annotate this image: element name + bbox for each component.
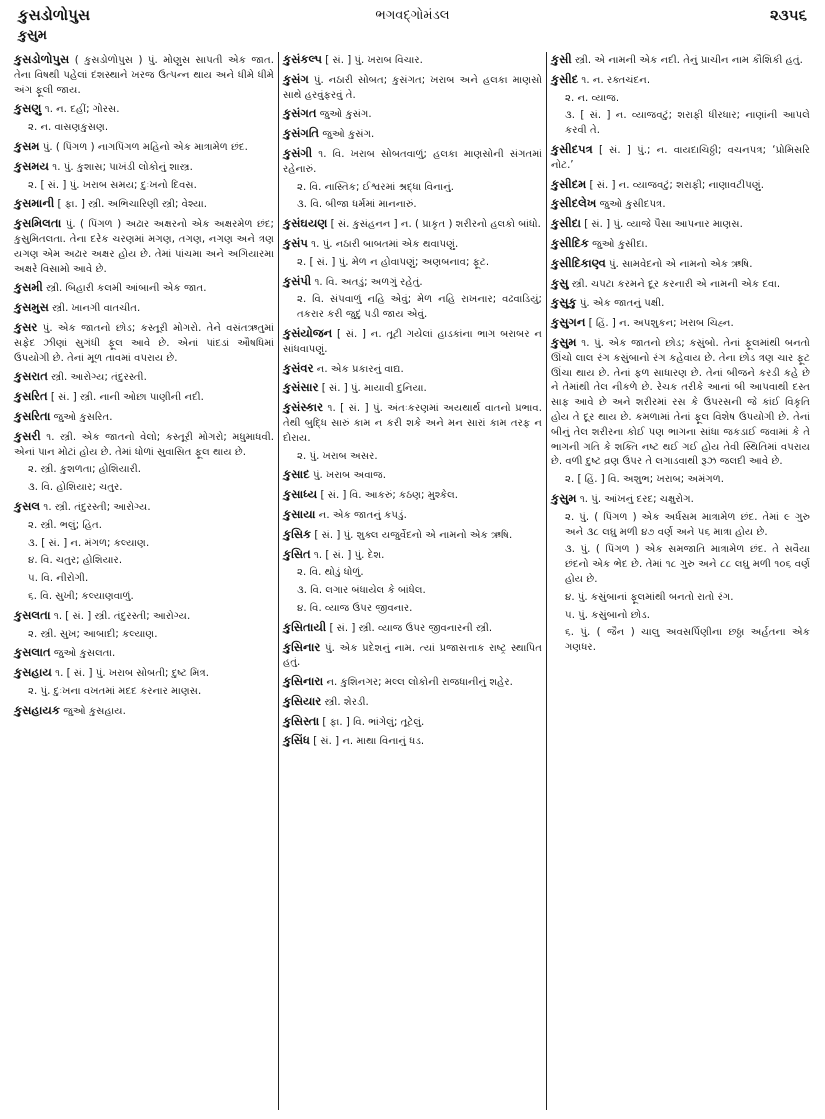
headword: કુસુમ: [551, 490, 577, 505]
definition: ૧. [ સં. ] પું. અંતઃકરણમાં અયથાર્થ વાતનો પ્રભાવ. તેથી બુદ્ધિ સારું કામ ન કરી શકે અને મન સારાં કામ તરફ ન દોરાય.: [283, 403, 542, 444]
dictionary-entry: [14, 300, 274, 317]
headword: કુસિંધ: [283, 733, 310, 748]
definition: [ સં. ] ન. માથા વિનાનું ધડ.: [313, 736, 425, 748]
dictionary-entry: [14, 429, 274, 461]
dictionary-entry: [14, 369, 274, 386]
definition: ન. એક પ્રકારનું વાદ્ય.: [316, 363, 404, 375]
definition: ૧. પું. એક જાતનો છોડ; કસુંબો. તેનાં ફૂલમાંથી બનતો ઊંચો લાલ રંગ કસુંબાનો રંગ કહેવાય છે. તેના છોડ ત્રણ ચાર ફૂટ ઊંચા થાય છે. તેનાં ફળ સાધારણ છે. તેનાં બીજને કરડી કહે છે ને તેમાંથી તેલ નીકળે છે. રેચક તરીકે આનાં બી આપવાથી દસ્ત સાફ આવે છે અને શરીરમાં રસ કે ઉપરસની જે કાંઈ વિકૃતિ હોય તે દૂર થાય છે. કમળામાં તેનાં ફૂલ વિશેષ ઉપયોગી છે. તેનાં બીનું તેલ શરીરના કોઈ પણ ભાગના સાંધા જકડાઈ જવામાં કે તે ભાગની ગતિ કે શક્તિ નષ્ટ થઈ ગઈ હોય તેવી સ્થિતિમાં વપરાય છે. વળી દુષ્ટ વ્રણ ઉપર તે લગાડવાથી રૂઝ જલદી આવે છે.: [551, 337, 810, 468]
dictionary-entry: [551, 491, 810, 508]
entry-sense: [14, 590, 274, 605]
definition: [ સં. ] પું.; ન. વાયદાચિઠ્ઠી; વચનપત્ર; ‘પ્રોમિસરિ નોટ.’: [551, 144, 810, 171]
headword: કુસિનારા: [283, 674, 324, 689]
headword: કુસલાત: [14, 645, 51, 660]
headword: કુસીદલેખ: [551, 196, 597, 211]
definition: પું. એક જાતનો છોડ; કસ્તૂરી મોગરો. તેને વસંતઋતુમાં સફેદ ઝીણાં સુગંધી ફૂલ આવે છે. એનાં પાંદડાં ઔષધિમાં ઉપયોગી છે. તેનાં મૂળ તાવમાં વપરાય છે.: [14, 322, 274, 364]
dictionary-entry: [551, 72, 810, 89]
definition: [ સં. ] ન. વ્યાજવટું; શરાફી; નાણાવટીપણું.: [589, 179, 764, 191]
headword: કુસહાય: [14, 665, 52, 680]
definition: ૧. પું. નઠારી બાબતમાં એક થવાપણું.: [311, 238, 459, 250]
sense-text: ૨. સ્ત્રી. સુખ; આબાદી; કલ્યાણ.: [28, 628, 158, 640]
definition: સ્ત્રી. ચપટા કરમને દૂર કરનારી એ નામની એક દવા.: [571, 278, 781, 290]
headword: કુસરિતા: [14, 408, 51, 423]
definition: ૧. ન. રક્તચંદન.: [581, 74, 651, 86]
entry-sense: [551, 511, 810, 541]
dictionary-entry: [283, 361, 542, 378]
dictionary-entry: [14, 703, 274, 720]
dictionary-entry: [551, 256, 810, 273]
definition: પું. સામવેદનો એ નામનો એક ઋષિ.: [609, 258, 753, 270]
headword: કુસંગત: [283, 106, 317, 121]
sense-text: ૫. વિ. નીરોગી.: [28, 573, 89, 585]
headword: કુસમય: [14, 158, 49, 173]
dictionary-entry: [14, 608, 274, 625]
sense-text: ૪. વિ. વ્યાજ ઉપર જીવનાર.: [297, 602, 413, 614]
entry-sense: [551, 92, 810, 107]
headword: કુસરિત: [14, 389, 48, 404]
headword: કુસંગ: [283, 71, 309, 86]
page-header: [18, 6, 807, 43]
headword: કુસલ: [14, 498, 41, 513]
definition: [ સં. ] વિ. આકરું; કઠણ; મુશ્કેલ.: [320, 490, 459, 502]
dictionary-entry: [14, 52, 274, 98]
definition: જુઓ કુસીદપત્ર.: [599, 199, 666, 211]
dictionary-entry: [283, 733, 542, 750]
sense-text: ૩. પું. ( પિંગળ ) એક સમજાતિ માત્રામેળ છંદ. તે સવૈયા છંદનો એક ભેદ છે. તેમાં ૧૮ ગુરુ અને ૮૮ લઘુ મળી ૧૦૬ વર્ણ હોય છે.: [565, 544, 810, 585]
entry-sense: [551, 591, 810, 606]
entry-sense: [14, 121, 274, 136]
definition: [ સં. ] પું. શુક્લ યજુર્વેદનો એ નામનો એક ઋષિ.: [314, 529, 513, 541]
headword: કુસુગન: [551, 315, 586, 330]
dictionary-entry: [283, 527, 542, 544]
sense-text: ૫. પું. કસુંબાનો છોડ.: [565, 609, 651, 621]
headword: કુસંવર: [283, 360, 314, 375]
definition: ૧. વિ. ખરાબ સોબતવાળું; હલકા માણસોની સંગતમાં રહેનારું.: [283, 148, 542, 175]
column-3: [546, 52, 814, 1110]
dictionary-entry: [283, 467, 542, 484]
headword: કુસમિલતા: [14, 216, 62, 231]
definition: ન. એક જાતનું કપડું.: [318, 509, 407, 521]
sense-text: ૩. [ સં. ] ન. મંગળ; કલ્યાણ.: [28, 537, 150, 549]
dictionary-entry: [551, 236, 810, 253]
headword: કુસમી: [14, 280, 43, 295]
sense-text: ૩. વિ. લગાર બંધાયેલ કે બાંધેલ.: [297, 585, 426, 597]
definition: સ્ત્રી. એ નામની એક નદી. તેનું પ્રાચીન નામ કૌશિકી હતું.: [574, 55, 803, 66]
dictionary-entry: [283, 674, 542, 691]
definition: [ ફા. ] વિ. ભાંગેલું; તૂટેલું.: [322, 716, 425, 728]
headword: કુસલતા: [14, 607, 51, 622]
entry-sense: [551, 609, 810, 624]
headword: કુસંગતિ: [283, 126, 320, 141]
headword: કુસિનાર: [283, 639, 321, 654]
sense-text: ૨. ન. વ્યાજ.: [565, 92, 620, 104]
dictionary-entry: [14, 320, 274, 366]
dictionary-entry: [283, 400, 542, 446]
headword: કુસંસ્કાર: [283, 400, 324, 415]
dictionary-entry: [14, 216, 274, 277]
sense-text: ૨. પું. ખરાબ અસર.: [297, 450, 378, 462]
sense-text: ૨. પું. દુઃખના વખતમાં મદદ કરનાર માણસ.: [28, 685, 202, 697]
definition: જુઓ કુસરિત.: [53, 411, 113, 423]
definition: ૧. પું. આંખનું દરદ; ચક્ષુરોગ.: [579, 493, 694, 505]
dictionary-entry: [14, 280, 274, 297]
sense-text: ૪. પું. કસુંબાનાં ફૂલમાંથી બનતો રાતો રંગ.: [565, 591, 734, 603]
headword: કુસરાત: [14, 369, 48, 384]
headword: કુસાદ: [283, 467, 310, 482]
definition: સ્ત્રી. ખાનગી વાતચીત.: [52, 303, 141, 315]
headword: કુસી: [551, 52, 572, 66]
entry-sense: [14, 572, 274, 587]
dictionary-entry: [283, 620, 542, 637]
definition: ( કુસડોળોપુસ ) પું. મોણુસ સાપતી એક જાત. તેના વિષથી પહેલાં દંશસ્થાને ખરજ ઉત્પન્ન થાય અને ધીમે ધીમે અંગ ફૂલી જાય.: [14, 55, 274, 96]
dictionary-entry: [14, 409, 274, 426]
dictionary-entry: [551, 216, 810, 233]
headword: કુસીદિકાણ્વ: [551, 255, 606, 270]
dictionary-entry: [283, 547, 542, 564]
definition: [ સં. ] પું. વ્યાજે પૈસા આપનાર માણસ.: [584, 219, 743, 231]
definition: ૧. [ સં. ] પું. ખરાબ સોબતી; દુષ્ટ મિત્ર.: [55, 668, 210, 680]
headword: કુસિતાયી: [283, 619, 327, 634]
definition: જુઓ કુસંગ.: [322, 129, 375, 141]
dictionary-entry: [14, 139, 274, 156]
headword: કુસુકુ: [551, 295, 577, 310]
headword: કુસાયા: [283, 506, 316, 521]
entry-sense: [14, 685, 274, 700]
dictionary-columns: [10, 52, 815, 1110]
dictionary-entry: [551, 295, 810, 312]
definition: પું. એક જાતનું પક્ષી.: [579, 298, 665, 310]
headword: કુસંસાર: [283, 380, 319, 395]
sense-text: ૨. સ્ત્રી. કુશળતા; હોશિયારી.: [28, 464, 142, 476]
sense-text: ૩. વિ. બીજા ધર્મમાં માનનારું.: [297, 199, 417, 211]
entry-sense: [283, 450, 542, 465]
column-2: [278, 52, 546, 1110]
headword: કુસીદા: [551, 216, 581, 231]
definition: સ્ત્રી. આરોગ્ય; તંદુરસ્તી.: [51, 372, 147, 384]
definition: ૧. પું. કુશાસ; પાખંડી લોકોનું શાસ્ત્ર.: [52, 161, 193, 173]
headword: કુસુમ: [551, 334, 577, 349]
entry-sense: [551, 543, 810, 587]
headword: કુસિક: [283, 526, 312, 541]
dictionary-entry: [551, 142, 810, 174]
dictionary-entry: [283, 487, 542, 504]
definition: [ સં. ] સ્ત્રી. વ્યાજ ઉપર જીવનારની સ્ત્રી.: [329, 622, 493, 634]
headword: કુસંપ: [283, 235, 308, 250]
dictionary-entry: [283, 640, 542, 672]
entry-sense: [14, 463, 274, 478]
sense-text: ૨. વિ. થોડું ધોળું.: [297, 567, 364, 579]
definition: [ ફા. ] સ્ત્રી. અભિચારિણી સ્ત્રી; વેશ્યા.: [57, 199, 208, 211]
left-guide-word-2: કુસુમ: [18, 28, 47, 43]
entry-sense: [283, 256, 542, 271]
headword: કુસમ: [14, 138, 40, 153]
dictionary-entry: [283, 216, 542, 233]
sense-text: ૨. [ સં. ] પું. મેળ ન હોવાપણું; અણબનાવ; ફૂટ.: [297, 256, 490, 268]
definition: સ્ત્રી. શેરડી.: [324, 696, 369, 708]
headword: કુસર: [14, 319, 38, 334]
dictionary-entry: [283, 52, 542, 69]
definition: પું. ખરાબ અવાજ.: [312, 470, 387, 482]
headword: કુસીદપત્ર: [551, 141, 593, 156]
entry-sense: [14, 179, 274, 194]
definition: [ સં. ] પું. માયાવી દુનિયા.: [321, 383, 427, 395]
headword: કુસીદમ: [551, 176, 587, 191]
definition: ૧. સ્ત્રી. એક જાતનો વેલો; કસ્તૂરી મોગરો; મધુમાધવી. એનાં પાન મોટાં હોય છે. તેમાં ધોળાં સુવાસિત ફૂલ થાય છે.: [14, 431, 274, 458]
dictionary-entry: [14, 101, 274, 118]
dictionary-entry: [283, 126, 542, 143]
entry-sense: [283, 566, 542, 581]
dictionary-entry: [551, 315, 810, 332]
sense-text: ૩. વિ. હોશિયાર; ચતુર.: [28, 482, 123, 494]
dictionary-entry: [14, 196, 274, 213]
definition: જુઓ કુસંગ.: [319, 109, 372, 121]
entry-sense: [283, 602, 542, 617]
entry-sense: [14, 519, 274, 534]
entry-sense: [14, 554, 274, 569]
headword: કુસીદિક: [551, 235, 589, 250]
headword: કુસડોળોપુસ: [14, 52, 70, 66]
headword: કુસણુ: [14, 101, 42, 116]
dictionary-entry: [283, 694, 542, 711]
dictionary-entry: [14, 665, 274, 682]
dictionary-title: ભગવદ્ગોમંડલ: [375, 8, 450, 23]
definition: [ સં. ] ન. તૂટી ગયેલાં હાડકાંના ભાગ બરાબર ન સાંધવાપણું.: [283, 328, 542, 355]
definition: ૧. સ્ત્રી. તંદુરસ્તી; આરોગ્ય.: [43, 501, 151, 513]
headword: કુસિસ્તા: [283, 713, 320, 728]
definition: જુઓ કુસીદા.: [592, 238, 648, 250]
definition: ૧. [ સં. ] સ્ત્રી. તંદુરસ્તી; આરોગ્ય.: [53, 610, 191, 622]
definition: પું. ( પિંગળ ) અઢાર અક્ષરનો એક અક્ષરમેળ છંદ; કુસુમિતલતા. તેના દરેક ચરણમાં મગણ, તગણ, નગણ અને ત્રણ યગણ એમ અઢાર અક્ષર હોય છે. તેમાં પાંચમા અને અગિયારમા અક્ષરે વિસામો આવે છે.: [14, 219, 274, 275]
headword: કુસાધ્ય: [283, 487, 318, 502]
dictionary-entry: [283, 146, 542, 178]
definition: [ હિં. ] ન. અપશુકન; ખરાબ ચિહ્ન.: [588, 318, 734, 330]
headword: કુસહાયક: [14, 702, 60, 717]
dictionary-entry: [283, 106, 542, 123]
definition: જુઓ કુસહાય.: [63, 705, 126, 717]
dictionary-entry: [551, 177, 810, 194]
headword: કુસંયોજન: [283, 325, 333, 340]
definition: ૧. ન. દહીં; ગોરસ.: [44, 104, 120, 116]
sense-text: ૪. વિ. ચતુર; હોશિયાર.: [28, 555, 123, 567]
headword: કુસમુસ: [14, 300, 49, 315]
entry-sense: [551, 109, 810, 139]
definition: ન. કુશિનગર; મલ્લ લોકોની રાજધાનીનું શહેર.: [326, 677, 513, 689]
dictionary-entry: [551, 52, 810, 69]
sense-text: ૨. [ હિં. ] વિ. અશુભ; ખરાબ; અમંગળ.: [565, 474, 725, 486]
sense-text: ૨. પું. ( પિંગળ ) એક અર્ધસમ માત્રામેળ છંદ. તેમાં ૯ ગુરુ અને ૩૮ લઘુ મળી ૪૭ વર્ણ અને ૫૬ માત્રા હોય છે.: [565, 511, 810, 538]
headword: કુસિત: [283, 546, 311, 561]
dictionary-entry: [551, 196, 810, 213]
headword: કુસીદ: [551, 71, 579, 86]
entry-sense: [14, 481, 274, 496]
dictionary-entry: [14, 499, 274, 516]
entry-sense: [283, 198, 542, 213]
dictionary-entry: [283, 274, 542, 291]
definition: [ સં. ] સ્ત્રી. નાની ઓછા પાણીની નદી.: [50, 392, 204, 404]
sense-text: ૨. વિ. સંપવાળું નહિ એવું; મેળ નહિ રાખનાર; વઢવાડિયું; તકરાર કરી જુદું પડી જાય એવું.: [297, 294, 542, 321]
dictionary-entry: [14, 645, 274, 662]
dictionary-entry: [283, 507, 542, 524]
page-number: ૨૩૫૬: [769, 6, 807, 24]
sense-text: ૬. વિ. સુખી; કલ્યાણવાળું.: [28, 590, 134, 602]
sense-text: ૩. [ સં. ] ન. વ્યાજવટું; શરાફી ધીરધાર; નાણાંની આપલે કરવી તે.: [565, 110, 810, 137]
sense-text: ૨. [ સં. ] પું. ખરાબ સમય; દુઃખનો દિવસ.: [28, 179, 197, 191]
sense-text: ૨. ન. વાસણકુસણ.: [28, 122, 109, 134]
dictionary-entry: [283, 714, 542, 731]
headword: કુસંકલ્પ: [283, 52, 322, 66]
headword: કુસંઘયણ: [283, 216, 328, 231]
headword: કુસમાની: [14, 196, 55, 211]
definition: જુઓ કુસલતા.: [53, 648, 116, 660]
headword: કુસંગી: [283, 145, 313, 160]
entry-sense: [14, 537, 274, 552]
headword: કુસુ: [551, 275, 569, 290]
definition: પું. એક પ્રદેશનું નામ. ત્યાં પ્રજાસત્તાક રાષ્ટ્ર સ્થાપિત હતું.: [283, 642, 542, 669]
sense-text: ૬. પું. ( જૈન ) ચાલુ અવસર્પિણીના છઠ્ઠા અર્હતના એક ગણધર.: [565, 627, 810, 654]
dictionary-entry: [14, 389, 274, 406]
definition: [ સં. ] પું. ખરાબ વિચાર.: [325, 55, 423, 66]
entry-sense: [283, 181, 542, 196]
dictionary-entry: [283, 72, 542, 104]
entry-sense: [551, 473, 810, 488]
definition: પું. નઠારી સોબત; કુસંગત; ખરાબ અને હલકા માણસો સાથે હરવુંફરવું તે.: [283, 74, 542, 101]
dictionary-entry: [283, 326, 542, 358]
entry-sense: [283, 584, 542, 599]
column-1: [10, 52, 278, 1110]
left-guide-word: કુસડોળોપુસ: [18, 6, 91, 24]
sense-text: ૨. વિ. નાસ્તિક; ઈશ્વરમાં શ્રદ્ધા વિનાનું.: [297, 181, 455, 193]
dictionary-entry: [551, 276, 810, 293]
dictionary-entry: [14, 159, 274, 176]
dictionary-entry: [283, 380, 542, 397]
headword: કુસિયાર: [283, 693, 322, 708]
definition: ૧. વિ. અતડું; અળગું રહેતું.: [314, 276, 423, 288]
definition: પું. ( પિંગળ ) નાગપિંગળ મહિનો એક માત્રામેળ છંદ.: [42, 141, 248, 153]
entry-sense: [283, 293, 542, 323]
entry-sense: [14, 628, 274, 643]
definition: ૧. [ સં. ] પું. દેશ.: [313, 549, 385, 561]
entry-sense: [551, 626, 810, 656]
dictionary-entry: [551, 335, 810, 470]
definition: સ્ત્રી. બિહારી કલમી આંબાની એક જાત.: [46, 283, 207, 295]
dictionary-entry: [283, 236, 542, 253]
sense-text: ૨. સ્ત્રી. ભલું; હિત.: [28, 519, 102, 531]
headword: કુસંપી: [283, 273, 312, 288]
headword: કુસરી: [14, 428, 41, 443]
definition: [ સં. કુસંહનન ] ન. ( પ્રાકૃત ) શરીરનો હલકો બાંધો.: [330, 219, 541, 231]
